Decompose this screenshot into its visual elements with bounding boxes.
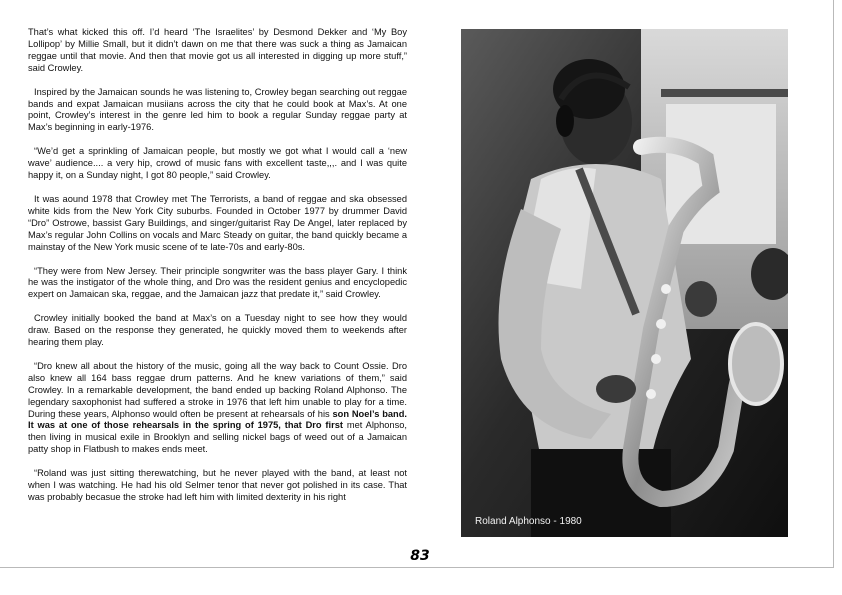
- article-paragraph-8: “Roland was just sitting therewatching, but he never played with the band, at least not when I was watching. He had his old Selmer tenor that never got polished in its case. That was probably becasue the stroke had left him with limited dexterity in his right: [28, 468, 407, 502]
- photo-caption: Roland Alphonso - 1980: [475, 516, 582, 527]
- photo-illustration: [461, 29, 788, 537]
- article-paragraph-7-text: “Dro knew all about the history of the music, going all the way back to Count Ossie. Dro also knew all 164 bass reggae drum patterns. And he knew variations of them,” said Crowley. In a remarkable development, the band ended up backing Roland Alphonso. The legendary saxophonist had suffered a stroke in 1976 that left him unable to play for a time. During these years, Alphonso would often be present at rehearsals of his: [28, 360, 407, 419]
- article-paragraph-1: That’s what kicked this off. I’d heard ‘The Israelites’ by Desmond Dekker and ‘My Boy Lollipop’ by Millie Small, but it didn’t dawn on me that there was suck a thing as Jamaican reggae until that movie. And then that movie got us all interested in digging up more stuff,” said Crowley.: [28, 27, 407, 73]
- page-number: 83: [410, 548, 430, 564]
- article-paragraph-7-tail: met Alphonso, then living in musical exile in Brooklyn and selling nickel bags of weed out of a Jamaican patty shop in Flatbush to makes ends meet.: [28, 420, 407, 455]
- article-paragraph-4: It was aound 1978 that Crowley met The Terrorists, a band of reggae and ska obsessed white kids from the New York City suburbs. Founded in October 1977 by drummer David “Dro” Ostrowe, bassist Gary Buildings, and singer/guitarist Ray De Angel, later replaced by Max’s regular John Collins on vocals and Marc Steady on guitar, the band quickly became a mainstay of the New York music scene of te late-70s and early-80s.: [28, 193, 407, 252]
- article-paragraph-5: “They were from New Jersey. Their principle songwriter was the bass player Gary. I think he was the instigator of the whole thing, and Dro was the resident genius and encyclopedic expert on Jamaican ska, reggae, and the Jamaican jazz that predate it,” said Crowley.: [28, 265, 407, 300]
- saxophonist-photo: [461, 29, 788, 537]
- article-paragraph-2: Inspired by the Jamaican sounds he was listening to, Crowley began searching out reggae bands and expat Jamaican musiians across the city that he could book at Max’s. At one point, Crowley’s interest in the genre led him to book a regular Sunday reggae party at Max’s beginning in early-1976.: [28, 86, 407, 133]
- article-paragraph-7-bold: son Noel’s band. It was at one of those rehearsals in the spring of 1975, that Dro first: [28, 408, 407, 431]
- article-text-column: [28, 27, 407, 504]
- article-paragraph-7: [28, 361, 407, 456]
- article-paragraph-6: Crowley initially booked the band at Max’s on a Tuesday night to see how they would draw. Based on the response they generated, he quickly moved them to weekends after hearing them play.: [28, 313, 407, 348]
- article-paragraph-3: “We’d get a sprinkling of Jamaican people, but mostly we got what I would call a ‘new wave’ audience.... a very hip, crowd of music fans with excellent taste,,,. and I was quite happy it, on a Sunday night, I got 80 people,” said Crowley.: [28, 146, 407, 181]
